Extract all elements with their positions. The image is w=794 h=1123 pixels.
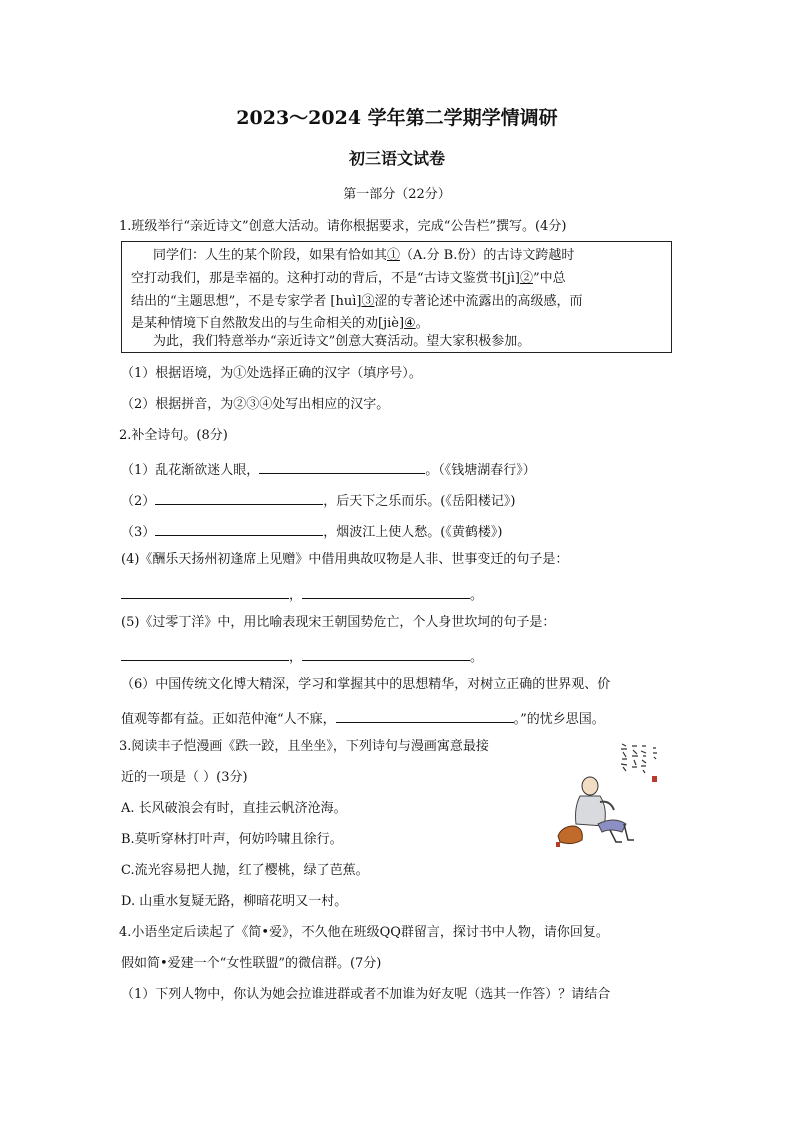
poem-prompt: （1）乱花渐欲迷人眼，: [121, 463, 260, 478]
answer-line[interactable]: [155, 521, 323, 536]
q2-item-4-answer: [121, 584, 483, 604]
q2-item-2: [121, 490, 515, 510]
quote-text: 值观等都有益。正如范仲淹“人不寐，: [121, 712, 336, 727]
q3-stem-cont: 近的一项是（ ）(3分): [121, 770, 248, 785]
q3-stem: 3.阅读丰子恺漫画《跌一跤，且坐坐》，下列诗句与漫画寓意最接: [119, 739, 489, 754]
answer-line[interactable]: [302, 584, 470, 599]
q2-item-6: （6）中国传统文化博大精深，学习和掌握其中的思想精华，对树立正确的世界观、价: [121, 677, 611, 692]
bulletin-text: 结出的“主题思想”，不是专家学者 [huì]: [131, 294, 362, 309]
cartoon-illustration: [552, 736, 674, 854]
period: 。: [470, 650, 484, 665]
q4-stem: 4.小语坐定后读起了《简•爱》，不久他在班级QQ群留言，探讨书中人物，请你回复。: [119, 925, 609, 940]
option-b: B.莫听穿林打叶声，何妨吟啸且徐行。: [121, 832, 343, 847]
bulletin-line-1: [153, 248, 574, 264]
bulletin-text: 。: [415, 316, 429, 331]
q2-stem: 2.补全诗句。(8分): [119, 428, 228, 443]
q4-sub1: （1）下列人物中，你认为她会拉谁进群或者不加谁为好友呢（选其一作答）？请结合: [121, 987, 611, 1002]
comma: ，: [289, 588, 303, 603]
q2-item-5: (5)《过零丁洋》中，用比喻表现宋王朝国势危亡，个人身世坎坷的句子是：: [121, 615, 556, 630]
item-number: （3）: [121, 525, 156, 540]
q2-item-1: [121, 459, 536, 479]
answer-line[interactable]: [259, 459, 425, 474]
q1-sub2: （2）根据拼音，为②③④处写出相应的汉字。: [121, 397, 390, 412]
answer-line[interactable]: [336, 708, 514, 723]
answer-line[interactable]: [121, 584, 289, 599]
q1-stem: 1.班级举行“亲近诗文”创意大活动。请你根据要求，完成“公告栏”撰写。(4分): [119, 219, 567, 234]
bulletin-text: 是某种情境下自然散发出的与生命相关的劝[jiè]: [131, 316, 405, 331]
q2-item-4: (4)《酬乐天扬州初逢席上见赠》中借用典故叹物是人非、世事变迁的句子是：: [121, 552, 569, 567]
q1-sub1: （1）根据语境，为①处选择正确的汉字（填序号）。: [121, 366, 422, 381]
bulletin-text: 同学们：人生的某个阶段，如果有恰如其: [153, 248, 388, 263]
q2-item-6-cont: [121, 708, 605, 728]
answer-line[interactable]: [121, 646, 289, 661]
blank-2: ②: [519, 271, 533, 286]
q2-item-5-answer: [121, 646, 483, 666]
answer-line[interactable]: [302, 646, 470, 661]
part-heading: 第一部分（22分）: [343, 187, 451, 202]
comma: ，: [289, 650, 303, 665]
q2-item-3: [121, 521, 502, 541]
paper-subtitle: 初三语文试卷: [348, 149, 445, 168]
q4-stem-cont: 假如简•爱建一个“女性联盟”的微信群。(7分): [121, 956, 382, 971]
bulletin-line-2: [131, 271, 566, 287]
seated-figure: [556, 777, 634, 847]
exam-title: 2023～2024 学年第二学期学情调研: [236, 107, 558, 129]
poem-source: 。（《钱塘湖春行》）: [425, 463, 536, 478]
bulletin-text: ”中总: [533, 271, 566, 286]
calligraphy-inscription: [621, 744, 657, 773]
answer-line[interactable]: [155, 490, 323, 505]
seal-stamp: [652, 776, 657, 782]
option-a: A. 长风破浪会有时，直挂云帆济沧海。: [121, 801, 347, 816]
blank-4: ④: [404, 316, 416, 331]
blank-3: ③: [361, 294, 375, 309]
bulletin-text: 空打动我们，那是幸福的。这种打动的背后，不是“古诗文鉴赏书[jì]: [131, 271, 520, 286]
quote-text: 。”的忧乡思国。: [513, 712, 605, 727]
blank-1: ①: [387, 248, 401, 263]
bulletin-text: 涩的专著论述中流露出的高级感，而: [374, 294, 583, 309]
item-number: （2）: [121, 494, 156, 509]
bulletin-line-3: [131, 294, 583, 310]
poem-source: ，烟波江上使人愁。(《黄鹤楼》): [323, 525, 503, 540]
option-c: C.流光容易把人抛，红了樱桃，绿了芭蕉。: [121, 863, 369, 878]
period: 。: [470, 588, 484, 603]
bulletin-text: （A.分 B.份）的古诗文跨越时: [400, 248, 575, 263]
option-d: D. 山重水复疑无路，柳暗花明又一村。: [121, 894, 348, 909]
bulletin-line-5: 为此，我们特意举办“亲近诗文”创意大赛活动。望大家积极参加。: [153, 334, 531, 349]
poem-source: ，后天下之乐而乐。(《岳阳楼记》): [323, 494, 516, 509]
bulletin-line-4: [131, 316, 429, 332]
